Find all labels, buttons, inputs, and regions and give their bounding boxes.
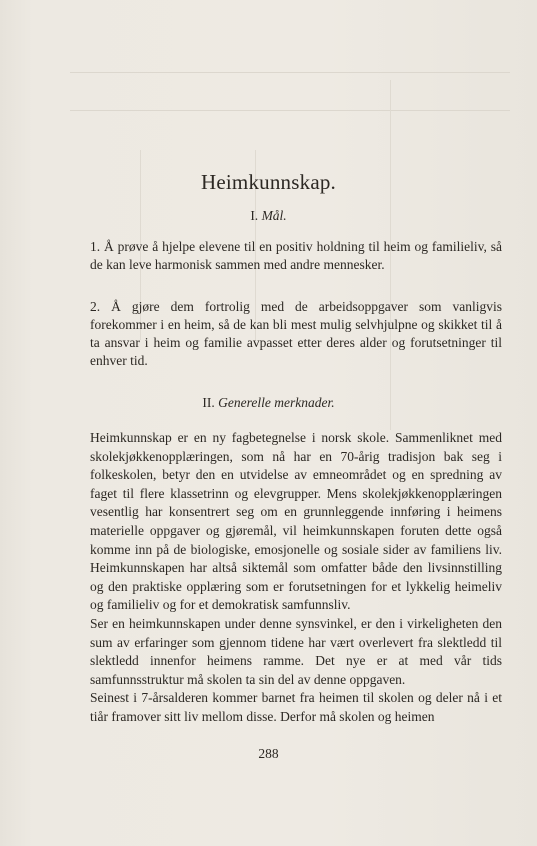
goal-text	[90, 298, 502, 370]
section-heading-merknader	[0, 395, 537, 411]
section-title: Mål.	[261, 208, 287, 223]
page-title: Heimkunnskap.	[201, 170, 336, 194]
body-text	[90, 429, 502, 727]
goal-text	[90, 238, 502, 274]
paragraph: Heimkunnskap er en ny fagbetegnelse i norsk skole. Sammenliknet med skolekjøkkenopplæringen, som nå har en 70-årig tradisjon bak seg i folkeskolen, betyr den en utvidelse av emneområdet og en spredning av faget til flere klassetrinn og elevgrupper. Mens skolekjøkkenopplæringen vesentlig har konsentrert seg om en grunnleggende innføring i heimens materielle oppgaver og gjøremål, vil heimkunnskapen foruten dette også komme inn på de biologiske, emosjonelle og sosiale sider av familiens liv. Heimkunnskapen har altså siktemål som omfatter både den livsinnstilling og den praktiske opplæring som er forutsetningen for et lykkelig heimeliv og familieliv og for et demokratisk samfunnsliv.	[90, 430, 502, 613]
show-through-rule	[70, 110, 510, 111]
section-title: Generelle merknader.	[218, 395, 335, 410]
goal-item	[90, 298, 502, 370]
section-heading-maal	[0, 208, 537, 224]
goal-number: 2.	[90, 299, 101, 314]
section-number: I.	[250, 208, 259, 223]
page-number: 288	[258, 746, 279, 761]
goal-item	[90, 238, 502, 292]
paragraph: Seinest i 7-årsalderen kommer barnet fra heimen til skolen og deler nå i et tiår framover sitt liv mellom disse. Derfor må skolen og heimen	[90, 690, 502, 724]
goal-body: Å gjøre dem fortrolig med de arbeidsoppgaver som vanligvis forekommer i en heim, så de kan bli mest mulig selvhjulpne og skikket til å ta ansvar i heim og familie avpasset etter deres alder og forutsetninger til enhver tid.	[90, 299, 503, 368]
goal-body: Å prøve å hjelpe elevene til en positiv holdning til heim og familieliv, så de kan leve harmonisk sammen med andre mennesker.	[90, 239, 502, 272]
goals-list	[90, 238, 502, 370]
goal-number: 1.	[90, 239, 101, 254]
section-number: II.	[202, 395, 215, 410]
show-through-rule	[70, 72, 510, 73]
paragraph: Ser en heimkunnskapen under denne synsvinkel, er den i virkeligheten den sum av erfaringer som gjennom tidene har vært overlevert fra slektledd til slektledd innenfor heimens ramme. Det nye er at med vår tids samfunnsstruktur må skolen ta sin del av denne oppgaven.	[90, 615, 502, 687]
